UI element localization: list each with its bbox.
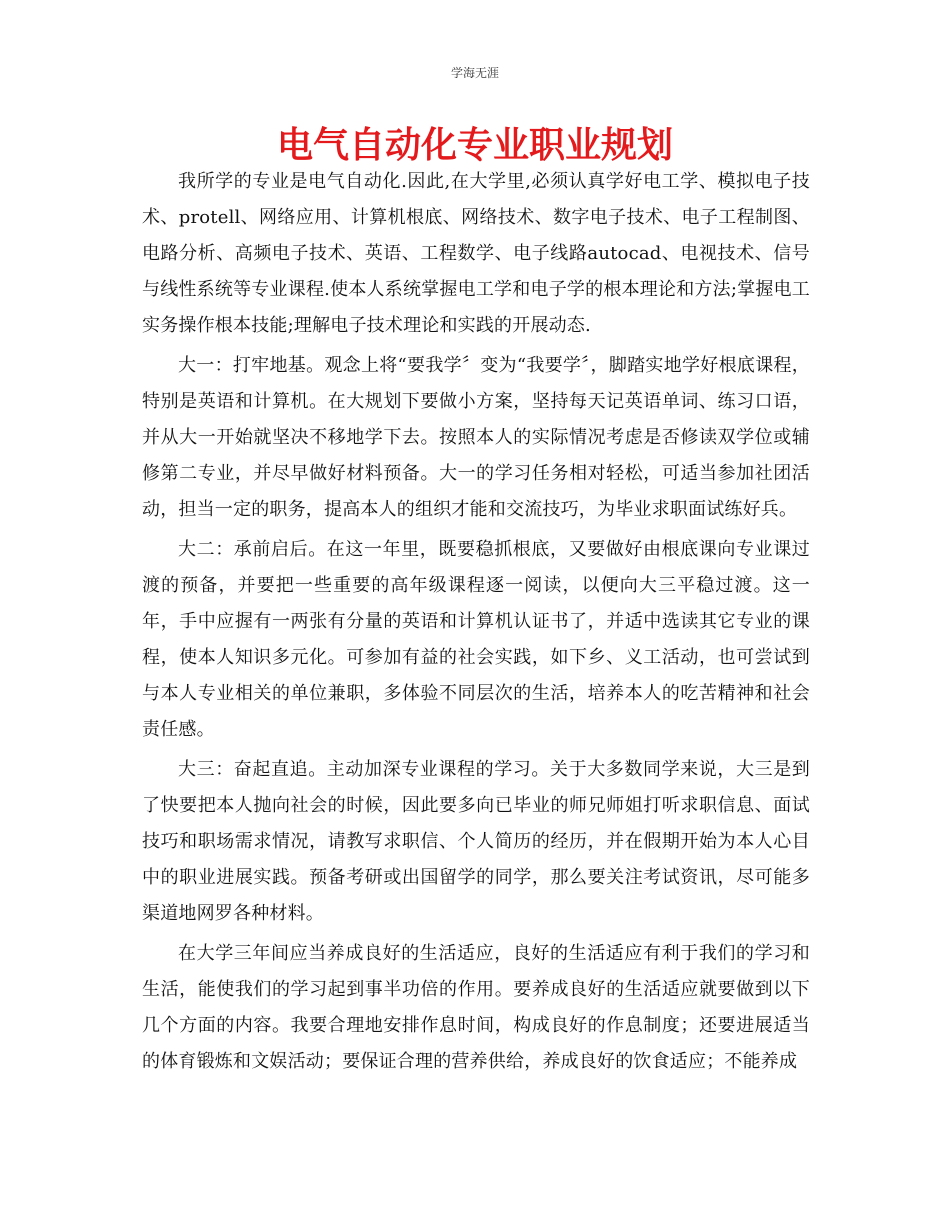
paragraph-year-two: 大二：承前启后。在这一年里，既要稳抓根底，又要做好由根底课向专业课过渡的预备，并要把一些重要的高年级课程逐一阅读，以便向大三平稳过渡。这一年，手中应握有一两张有分量的英语和计算机认证书了，并适中选读其它专业的课程，使本人知识多元化。可参加有益的社会实践，如下乡、义工活动，也可尝试到与本人专业相关的单位兼职，多体验不同层次的生活，培养本人的吃苦精神和社会责任感。 xyxy=(142,539,810,740)
document-body xyxy=(142,164,810,1084)
paragraph-year-one: 大一：打牢地基。观念上将“要我学〞变为“我要学〞，脚踏实地学好根底课程，特别是英语和计算机。在大规划下要做小方案，坚持每天记英语单词、练习口语，并从大一开始就坚决不移地学下去。按照本人的实际情况考虑是否修读双学位或辅修第二专业，并尽早做好材料预备。大一的学习任务相对轻松，可适当参加社团活动，担当一定的职务，提高本人的组织才能和交流技巧，为毕业求职面试练好兵。 xyxy=(142,355,810,520)
document-title: 电气自动化专业职业规划 xyxy=(276,125,673,166)
paragraph-habits: 在大学三年间应当养成良好的生活适应，良好的生活适应有利于我们的学习和生活，能使我们的学习起到事半功倍的作用。要养成良好的生活适应就要做到以下几个方面的内容。我要合理地安排作息时间，构成良好的作息制度；还要进展适当的体育锻炼和文娱活动；要保证合理的营养供给，养成良好的饮食适应；不能养成 xyxy=(142,943,810,1072)
paragraph-intro: 我所学的专业是电气自动化.因此,在大学里,必须认真学好电工学、模拟电子技术、protell、网络应用、计算机根底、网络技术、数字电子技术、电子工程制图、电路分析、高频电子技术、英语、工程数学、电子线路autocad、电视技术、信号与线性系统等专业课程.使本人系统掌握电工学和电子学的根本理论和方法;掌握电工实务操作根本技能;理解电子技术理论和实践的开展动态. xyxy=(142,171,810,336)
paragraph-year-three: 大三：奋起直追。主动加深专业课程的学习。关于大多数同学来说，大三是到了快要把本人抛向社会的时候，因此要多向已毕业的师兄师姐打听求职信息、面试技巧和职场需求情况，请教写求职信、个人简历的经历，并在假期开始为本人心目中的职业进展实践。预备考研或出国留学的同学，那么要关注考试资讯，尽可能多渠道地网罗各种材料。 xyxy=(142,759,810,924)
page-header: 学海无涯 xyxy=(450,66,499,80)
